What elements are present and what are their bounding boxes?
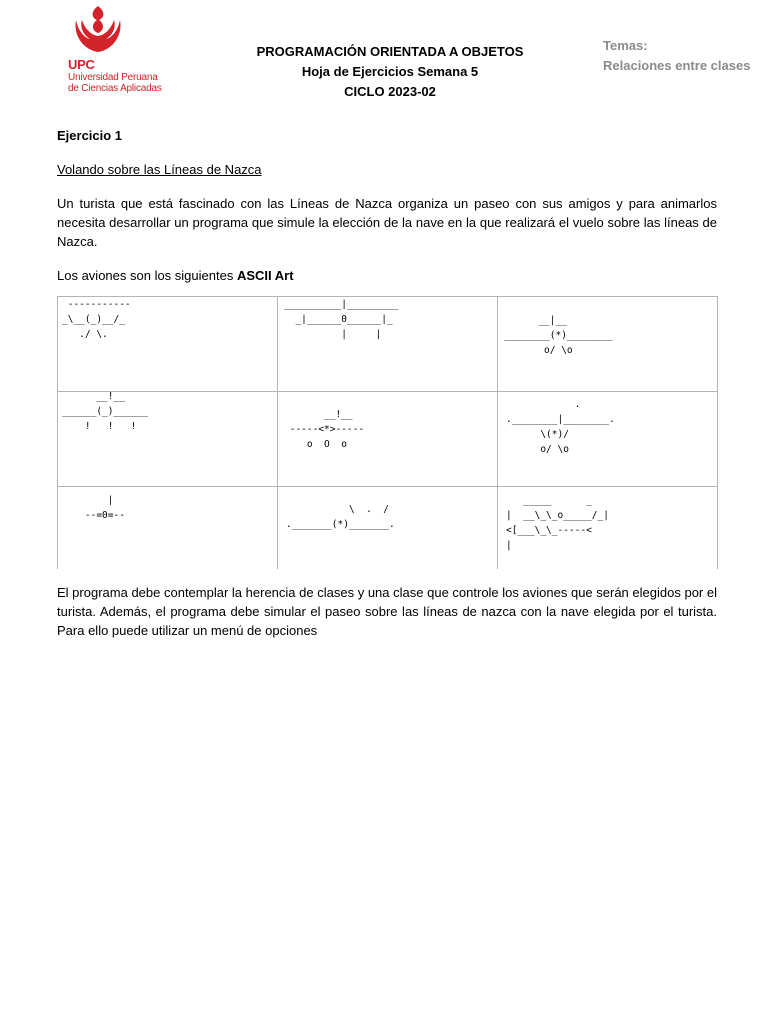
ascii-art-label: ASCII Art [236,268,294,283]
ascii-art-table [57,296,718,569]
exercise-content [57,126,717,640]
ascii-plane-6: . .________|________. \(*)/ o/ \o [506,399,615,455]
ascii-plane-4: __!__ ______(_)______ ! ! ! [62,391,148,432]
upc-flame-icon [70,4,126,54]
ascii-plane-7: | --=0=-- [84,495,125,521]
table-cell [58,297,278,392]
table-cell [278,487,498,570]
university-name-line1: Universidad Peruana [68,72,158,83]
table-cell [498,487,718,570]
exercise-subtitle: Volando sobre las Líneas de Nazca [57,162,262,177]
ascii-plane-2: __________|_________ _|______0______|_ | | [284,299,399,340]
ascii-plane-1: ----------- _\__(_)__/_ ./ \. [62,299,131,340]
topics-label: Temas: [603,38,648,53]
exercise-title: Ejercicio 1 [57,128,123,143]
exercise-intro: Un turista que está fascinado con las Líneas de Nazca organiza un paseo con sus amigos y para animarlos necesita desarrollar un programa que simule la elección de la nave en la que realizará el vuelo sobre las líneas de Nazca. [57,196,717,249]
ascii-plane-3: __|__ ________(*)________ o/ \o [504,315,613,356]
table-row [58,297,718,392]
cycle-label: CICLO 2023-02 [344,84,436,99]
university-name-line2: de Ciencias Aplicadas [68,83,162,94]
ascii-plane-9: _____ _ | __\_\_o_____/_| <[___\_\_-----< | [506,495,609,551]
table-row [58,487,718,570]
planes-intro-text: Los aviones son los siguientes [57,268,237,283]
topics-block [603,36,750,76]
topics-value: Relaciones entre clases [603,58,751,73]
table-cell [498,297,718,392]
upc-logo [68,4,178,94]
table-cell [58,392,278,487]
table-cell [278,392,498,487]
table-row [58,392,718,487]
course-title: PROGRAMACIÓN ORIENTADA A OBJETOS [256,44,524,59]
planes-intro [57,266,717,285]
exercise-closing: El programa debe contemplar la herencia de clases y una clase que controle los aviones que serán elegidos por el turista. Además, el programa debe simular el paseo sobre las líneas de nazca con la nave elegida por el turista. Para ello puede utilizar un menú de opciones [57,585,717,638]
document-header [200,42,580,102]
table-cell [498,392,718,487]
table-cell [58,487,278,570]
sheet-title: Hoja de Ejercicios Semana 5 [301,64,479,79]
ascii-plane-8: \ . / ._______(*)_______. [286,504,395,530]
table-cell [278,297,498,392]
ascii-plane-5: __!__ -----<*>----- o O o [289,409,365,450]
upc-brand: UPC [68,57,95,72]
